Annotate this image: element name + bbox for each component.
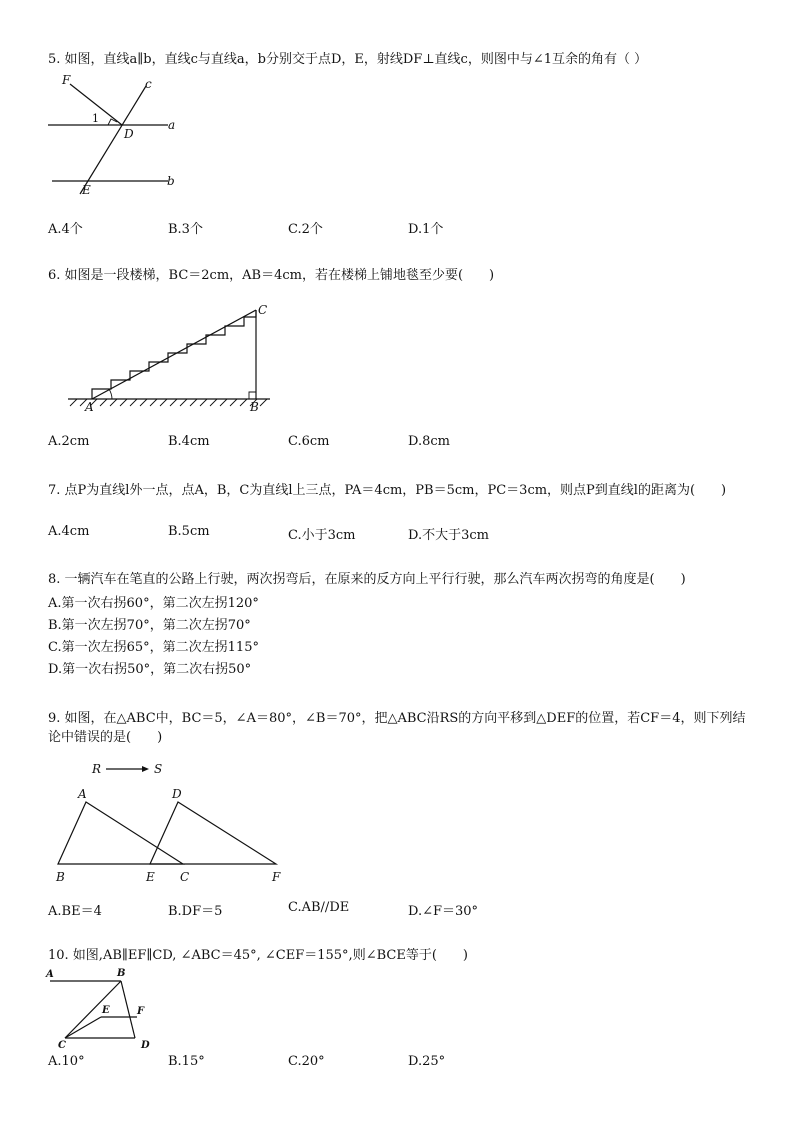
fig5-label-E: E xyxy=(82,183,91,197)
fig9-label-D: D xyxy=(172,787,182,801)
fig10-label-F: F xyxy=(137,1006,145,1017)
fig9-label-S: S xyxy=(154,762,163,776)
q7-option-d[interactable]: D.不大于3cm xyxy=(408,528,489,543)
question-6-text: 6. 如图是一段楼梯，BC＝2cm，AB＝4cm，若在楼梯上铺地毯至少要( ) xyxy=(48,268,495,283)
q10-option-a[interactable]: A.10° xyxy=(48,1054,85,1069)
question-7-text: 7. 点P为直线l外一点，点A，B，C为直线l上三点，PA＝4cm，PB＝5cm，PC＝3cm，则点P到直线l的距离为( ) xyxy=(48,483,727,498)
q9-option-b[interactable]: B.DF＝5 xyxy=(168,904,223,919)
fig5-label-1: 1 xyxy=(92,112,99,125)
question-8-text: 8. 一辆汽车在笔直的公路上行驶，两次拐弯后，在原来的反方向上平行行驶，那么汽车两次拐弯的角度是( ) xyxy=(48,572,686,587)
question-10-figure xyxy=(44,966,164,1056)
fig10-label-C: C xyxy=(58,1040,66,1051)
fig9-label-R: R xyxy=(92,762,102,776)
question-9-options xyxy=(48,900,748,918)
q10-option-c[interactable]: C.20° xyxy=(288,1054,325,1069)
q10-option-d[interactable]: D.25° xyxy=(408,1054,446,1069)
q6-option-c[interactable]: C.6cm xyxy=(288,434,330,449)
q8-option-a[interactable]: A.第一次右拐60°，第二次左拐120° xyxy=(48,596,259,611)
q6-option-a[interactable]: A.2cm xyxy=(48,434,90,449)
fig10-label-E: E xyxy=(102,1005,110,1016)
fig6-label-B: B xyxy=(250,400,259,414)
question-9-figure xyxy=(48,758,298,888)
q8-option-c[interactable]: C.第一次左拐65°，第二次左拐115° xyxy=(48,640,259,655)
q5-option-c[interactable]: C.2个 xyxy=(288,222,323,237)
q7-option-b[interactable]: B.5cm xyxy=(168,524,210,539)
fig9-label-C: C xyxy=(180,870,190,884)
fig9-label-F: F xyxy=(272,870,281,884)
q6-option-d[interactable]: D.8cm xyxy=(408,434,450,449)
q8-option-d[interactable]: D.第一次右拐50°，第二次右拐50° xyxy=(48,662,252,677)
question-7-options xyxy=(48,524,748,542)
q9-option-a[interactable]: A.BE＝4 xyxy=(48,904,102,919)
fig9-label-E: E xyxy=(146,870,155,884)
question-5-text: 5. 如图，直线a∥b，直线c与直线a，b分别交于点D，E，射线DF⊥直线c，则图中与∠1互余的角有（ ） xyxy=(48,52,648,67)
q7-option-c[interactable]: C.小于3cm xyxy=(288,528,356,543)
q5-option-d[interactable]: D.1个 xyxy=(408,222,444,237)
q5-option-b[interactable]: B.3个 xyxy=(168,222,203,237)
q7-option-a[interactable]: A.4cm xyxy=(48,524,90,539)
fig5-label-F: F xyxy=(62,73,71,87)
question-10-text: 10. 如图,AB∥EF∥CD, ∠ABC＝45°, ∠CEF＝155°,则∠BCE等于( ) xyxy=(48,948,468,963)
q6-option-b[interactable]: B.4cm xyxy=(168,434,210,449)
question-6-figure xyxy=(60,298,280,418)
fig9-label-A: A xyxy=(78,787,87,801)
fig10-label-D: D xyxy=(141,1040,150,1051)
q8-option-b[interactable]: B.第一次左拐70°，第二次左拐70° xyxy=(48,618,251,633)
fig9-label-B: B xyxy=(56,870,65,884)
fig5-label-D: D xyxy=(124,127,134,141)
fig10-label-B: B xyxy=(117,968,126,979)
fig6-label-A: A xyxy=(85,400,94,414)
question-5-options xyxy=(48,218,748,236)
q9-option-d[interactable]: D.∠F＝30° xyxy=(408,904,479,919)
q10-option-b[interactable]: B.15° xyxy=(168,1054,205,1069)
fig5-label-a: a xyxy=(168,118,176,132)
fig10-label-A: A xyxy=(46,969,54,980)
question-6-options xyxy=(48,434,748,452)
fig5-label-c: c xyxy=(145,77,152,91)
q9-option-c[interactable]: C.AB//DE xyxy=(288,900,350,915)
fig6-label-C: C xyxy=(258,303,268,317)
question-5-figure xyxy=(40,72,200,202)
question-9-text: 9. 如图，在△ABC中，BC＝5，∠A＝80°，∠B＝70°，把△ABC沿RS的方向平移到△DEF的位置，若CF＝4，则下列结论中错误的是( ) xyxy=(48,711,746,745)
fig5-label-b: b xyxy=(167,174,175,188)
question-10-options xyxy=(48,1054,748,1072)
q5-option-a[interactable]: A.4个 xyxy=(48,222,83,237)
